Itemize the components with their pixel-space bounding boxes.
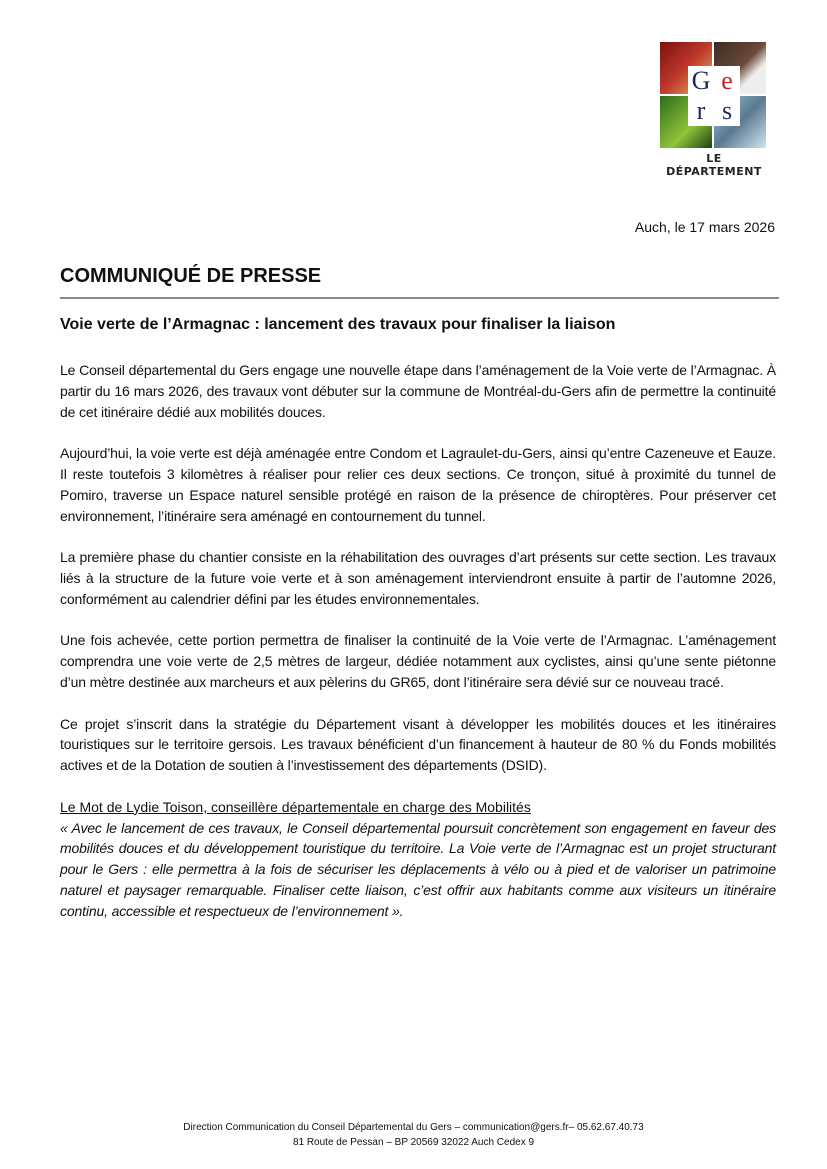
paragraph: Aujourd’hui, la voie verte est déjà aménagée entre Condom et Lagraulet-du-Gers, ainsi qu’entre Cazeneuve et Eauze. Il reste toutefois 3 kilomètres à réaliser pour relier ces deux sections. Ce tronçon, situé à proximité du tunnel de Pomiro, traverse un Espace naturel sensible protégé en raison de la présence de chiroptères. Pour préserver cet environnement, l’itinéraire sera aménagé en contournement du tunnel. bbox=[60, 445, 776, 524]
paragraph: Le Conseil départemental du Gers engage une nouvelle étape dans l’aménagement de la Voie verte de l’Armagnac. À partir du 16 mars 2026, des travaux vont débuter sur la commune de Montréal-du-Gers afin de permettre la continuité de cet itinéraire dédié aux mobilités douces. bbox=[60, 362, 776, 420]
footer-address: 81 Route de Pessan – BP 20569 32022 Auch Cedex 9 bbox=[292, 1137, 535, 1148]
footer-contact: Direction Communication du Conseil Départemental du Gers – communication@gers.fr– 05.62.67.40.73 bbox=[183, 1122, 644, 1133]
paragraph: Une fois achevée, cette portion permettra de finaliser la continuité de la Voie verte de l’Armagnac. L’aménagement comprendra une voie verte de 2,5 mètres de largeur, dédiée notamment aux cyclistes, ainsi qu’une sente piétonne d’un mètre destinée aux marcheurs et aux pèlerins du GR65, dont l’itinéraire sera dévié sur ce nouveau tracé. bbox=[60, 632, 776, 690]
logo-letter: e bbox=[721, 66, 733, 95]
logo-letter: r bbox=[696, 96, 706, 125]
quote-text: « Avec le lancement de ces travaux, le Conseil départemental poursuit concrètement son engagement en faveur des mobilités douces et du développement touristique du territoire. La Voie verte de l’Armagnac est un projet structurant pour le Gers : elle permettra à la fois de sécuriser les déplacements à vélo ou à pied et de valoriser un patrimoine naturel et paysager remarquable. Finaliser cette liaison, c’est offrir aux habitants comme aux visiteurs un itinéraire continu, accessible et respectueux de l’environnement ». bbox=[60, 819, 776, 919]
document-body bbox=[60, 360, 776, 922]
logo-image-tiles bbox=[660, 42, 768, 148]
gers-logo bbox=[660, 42, 768, 178]
logo-letter: G bbox=[691, 66, 711, 95]
logo-caption: LE DÉPARTEMENT bbox=[666, 152, 762, 178]
quote-heading: Le Mot de Lydie Toison, conseillère départementale en charge des Mobilités bbox=[60, 798, 531, 815]
logo-letters bbox=[688, 66, 740, 126]
footer bbox=[0, 1120, 827, 1150]
paragraph: Ce projet s’inscrit dans la stratégie du Département visant à développer les mobilités douces et les itinéraires touristiques sur le territoire gersois. Les travaux bénéficient d’un financement à hauteur de 80 % du Fonds mobilités actives et de la Dotation de soutien à l’investissement des départements (DSID). bbox=[60, 715, 776, 774]
document-subtitle: Voie verte de l’Armagnac : lancement des travaux pour finaliser la liaison bbox=[60, 316, 616, 333]
title-divider bbox=[60, 297, 779, 299]
paragraph: La première phase du chantier consiste en la réhabilitation des ouvrages d’art présents sur cette section. Les travaux liés à la structure de la future voie verte et à son aménagement interviendront ensuite à partir de l’automne 2026, conformément au calendrier défini par les études environnementales. bbox=[60, 549, 776, 607]
document-date: Auch, le 17 mars 2026 bbox=[634, 219, 775, 235]
logo-letter: s bbox=[721, 96, 733, 125]
document-title: COMMUNIQUÉ DE PRESSE bbox=[60, 265, 322, 287]
